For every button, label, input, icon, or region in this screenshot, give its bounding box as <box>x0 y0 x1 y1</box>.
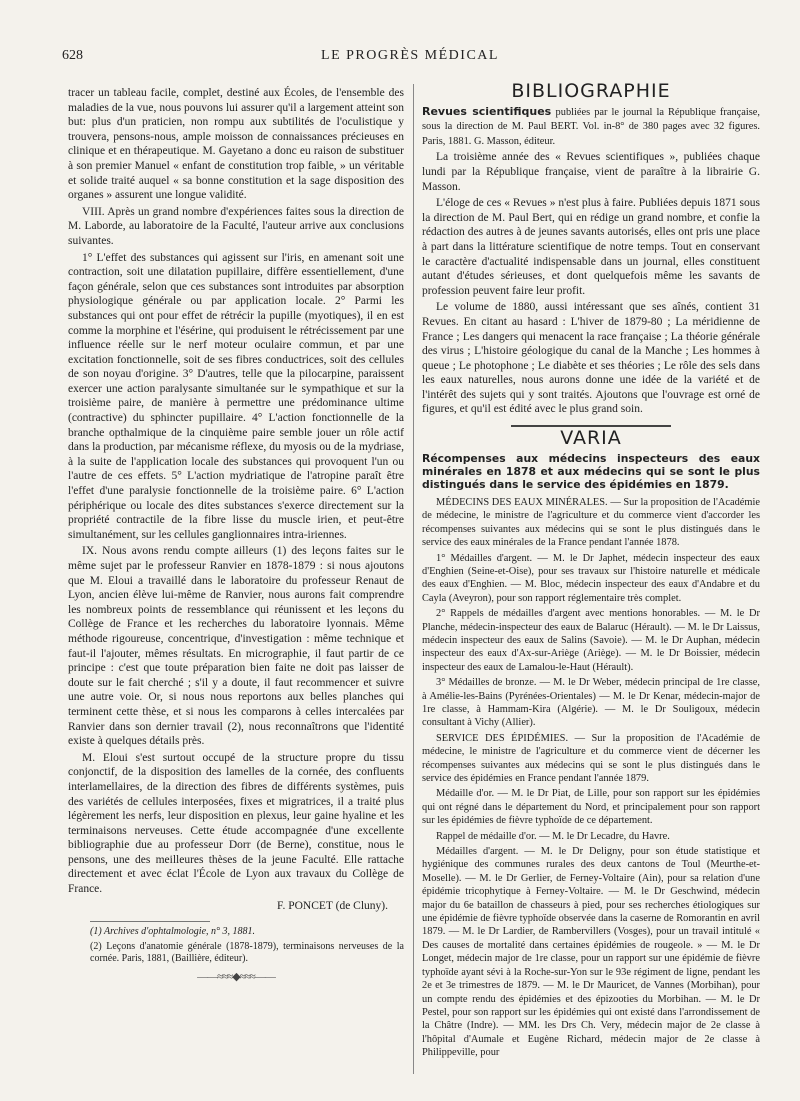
varia-heading: Récompenses aux médecins inspecteurs des eaux minérales en 1878 et aux médecins qui se sont le plus distingués dans le service des épidémies en 1879. <box>422 451 760 492</box>
left-column <box>68 86 404 984</box>
section-title-bibliographie: BIBLIOGRAPHIE <box>511 80 671 102</box>
paragraph: VIII. Après un grand nombre d'expériences faites sous la direction de M. Laborde, au laboratoire de la Faculté, l'auteur arrive aux conclusions suivantes. <box>68 205 404 247</box>
ornament-flourish: ——≈≈≈◆≈≈≈—— <box>197 970 275 983</box>
paragraph: 1° Médailles d'argent. — M. le Dr Japhet, médecin inspecteur des eaux d'Enghien (Seine-et-Oise), pour ses travaux sur l'histoire naturelle et médicale des eaux d'Enghien. — M. Bloc, médecin inspecteur des eaux d'Andabre et du Cayla (Aveyron), pour son rapport réglementaire très complet. <box>422 552 760 604</box>
paragraph: M. Eloui s'est surtout occupé de la structure propre du tissu conjonctif, de la disposition des lamelles de la cornée, des confluents interlamellaires, de la direction des fibres de différents systèmes, puis des variétés de cellules interposées, fixes et migratrices, il a traité plus légèrement les nerfs, leur disposition en plexus, leur gaine hyaline et les terminaisons nerveuses. Cette étude accompagnée d'une excellente bibliographie due au professeur Dorr (de Berne), constitue, nous le pensons, une des meilleures thèses de la jeune Faculté. Elle rattache directement et avec éclat l'École de Lyon aux travaux du Collège de France. <box>68 751 404 896</box>
paragraph: Médaille d'or. — M. le Dr Piat, de Lille, pour son rapport sur les épidémies qui ont régné dans le département du Nord, et principalement pour son rapport sur les épidémies de fièvre typhoïde de ce département. <box>422 788 760 827</box>
paragraph: Médailles d'argent. — M. le Dr Deligny, pour son étude statistique et hygiénique des communes rurales des deux cantons de Toul (Meurthe-et-Moselle). — M. le Dr Gerlier, de Ferney-Voltaire (Ain), pour sa relation d'une épidémie tricophytique à Ferney-Voltaire. — M. le Dr Geschwind, médecin major du 6e bataillon de chasseurs à pied, pour ses recherches étiologiques sur une épidémie de fièvre typhoïde observée dans la caserne de Romorantin en avril 1879. — M. le Dr Lardier, de Rambervillers (Vosges), pour un travail intitulé « Des causes de mortalité dans certaines épidémies de rougeole. » — M. le Dr Longet, médecin major de 1re classe, pour un rapport sur une épidémie de fièvre typhoïde ayant sévi à la Roche-sur-Yon sur le 93e régiment de ligne, pendant les 2e et 3e trimestres de 1879. — M. le Dr Mauricet, de Vannes (Morbihan), pour un compte rendu des épidémies et des épizooties du Morbihan. — M. le Dr Pestel, pour son rapport sur les épidémies qui ont existé dans l'arrondissement de la Châtre (Indre). — MM. les Drs Ch. Very, médecin major de 2e classe à l'hôpital d'Aumale et Eugène Richard, médecin major de 2e classe à Philippeville, pour <box>422 846 760 1059</box>
running-title: LE PROGRÈS MÉDICAL <box>321 48 499 63</box>
column-divider <box>413 84 414 1074</box>
review-heading: Revues scientifiques <box>422 104 552 118</box>
paragraph: MÉDECINS DES EAUX MINÉRALES. — Sur la proposition de l'Académie de médecine, le ministre de l'agriculture et du commerce vient d'accorder les récompenses suivantes aux médecins qui se sont le plus distingués dans le service des eaux minérales de la France pendant l'année 1878. <box>422 496 760 549</box>
page-number: 628 <box>62 48 83 63</box>
page-header <box>62 46 758 68</box>
paragraph: 2° Rappels de médailles d'argent avec mentions honorables. — M. le Dr Planche, médecin-inspecteur des eaux de Balaruc (Hérault). — M. le Dr Laissus, médecin inspecteur des eaux de Salins (Savoie). — M. le Dr Auphan, médecin inspecteur des eaux d'Ax-sur-Ariège (Ariège). — M. le Dr Boissier, médecin inspecteur des eaux de Lamalou-le-Haut (Hérault). <box>422 608 760 673</box>
paragraph: IX. Nous avons rendu compte ailleurs (1) des leçons faites sur le même sujet par le professeur Ranvier en 1878-1879 : si nous ajoutons que M. Eloui a travaillé dans le laboratoire du professeur Renaut de Lyon, ancien élève lui-même de Ranvier, nous aurons fait comprendre les nombreux points de ressemblance qui réunissent et les leçons du Collège de France et les recherches du laboratoire lyonnais. Même méthode rigoureuse, concentrique, d'investigation : même technique et faut-il l'ajouter, mêmes résultats. En micrographie, il faut partir de ce principe : c'est que toute préparation bien faite ne doit pas laisser de doute sur le fait cherché ; s'il y a doute, il faut recommencer et suivre une autre voie. Or, si nous nous reportons aux belles planches qui terminent cette thèse, et si nous les comparons à celles intercalées par Ranvier dans son dernier travail (2), nous reconnaîtrons que l'identité existe à quelques détails près. <box>68 545 404 748</box>
footnote: (1) Archives d'ophtalmologie, n° 3, 1881. <box>90 926 256 938</box>
paragraph: 3° Médailles de bronze. — M. le Dr Weber, médecin principal de 1re classe, à Amélie-les-Bains (Pyrénées-Orientales) — M. le Dr Kenar, médecin-major de 1re classe, à Hammam-Kira (Algérie). — M. le Dr Souligoux, médecin consultant à Vichy (Allier). <box>422 677 760 729</box>
section-title-varia: VARIA <box>560 427 622 450</box>
paragraph: La troisième année des « Revues scientifiques », publiées chaque lundi par la République française, vient de paraître à la librairie G. Masson. <box>422 151 760 193</box>
paragraph: 1° L'effet des substances qui agissent sur l'iris, en amenant soit une contraction, soit une dilatation pupillaire, diffère essentiellement, d'une façon générale, selon que ces substances sont introduites par absorption physiologique générale ou par application locale. 2° Parmi les substances qui ont pour effet de rétrécir la pupille (myotiques), il en est comme la morphine et l'ésérine, qui produisent le rétrécissement par une influence réelle sur le nerf moteur oculaire commun, et par une excitation fonctionnelle, soit de ses fibres conductrices, soit des cellules de son noyau d'origine. 3° D'autres, telle que la pilocarpine, paraissent exercer une action paralysante simultanée sur le sympathique et sur la troisième paire, de manière à permettre une prédominance ultime (contractive) du sphincter pupillaire. 4° L'action fonctionnelle de la branche opthalmique de la cinquième paire semble jouer un rôle actif dans la production, par mécanisme réflexe, du myosis ou de la mydriase, à la suite de l'application locale des substances qui provoquent l'un ou l'autre de ces effets. 5° L'action mydriatique de l'atropine paraît être l'effet d'une paralysie fonctionnelle de la troisième paire. 6° L'action périphérique ou locale des dites substances s'exerce directement sur la propriété contractile de la fibre lisse du muscle irien, et peut-être simultanément, sur les cellules ganglionnaires intra-iriennes. <box>68 251 404 541</box>
review-intro: publiées par le journal la République française, sous la direction de M. Paul BERT. Vol. in-8° de 380 pages avec 32 figures. Paris, 1881. G. Masson, éditeur. <box>422 106 761 147</box>
paragraph: L'éloge de ces « Revues » n'est plus à faire. Publiées depuis 1871 sous la direction de M. Paul Bert, qui en rédige un grand nombre, et confie la rédaction des autres à de jeunes savants autorisés, elles ont pris une place à part dans la littérature scientifique de notre temps. Tout en conservant le caractère d'actualité indispensable dans un journal, elles constituent autant d'études sérieuses, et dont quelquefois même les savants de profession peuvent faire leur profit. <box>422 197 760 297</box>
footnote: (2) Leçons d'anatomie générale (1878-1879), terminaisons nerveuses de la cornée. Paris, 1881, (Baillière, éditeur). <box>90 940 404 965</box>
paragraph: Rappel de médaille d'or. — M. le Dr Lecadre, du Havre. <box>436 830 670 842</box>
paragraph: tracer un tableau facile, complet, destiné aux Écoles, de l'ensemble des maladies de la vue, nous pouvons lui assurer qu'il a largement atteint son but: plus d'un praticien, non rompu aux subtilités de l'oculistique y trouvera, pensons-nous, ample moisson de connaissances précieuses en clinique et en thérapeutique. M. Gayetano a donc eu raison de substituer à son premier Manuel « enfant de constitution trop faible, » un véritable et solide traité auquel « sa bonne constitution et la sage disposition des organes » assurent une longue validité. <box>68 87 404 202</box>
right-column <box>422 80 761 1062</box>
paragraph: Le volume de 1880, aussi intéressant que ses aînés, contient 31 Revues. En citant au hasard : L'hiver de 1879-80 ; La méridienne de France ; Les dangers qui menacent la race française ; La théorie générale des virus ; L'histoire géologique du canal de la Manche ; Les hommes à queue ; Le photophone ; Le diabète et ses théories ; Le rôle des sels dans les eaux naturelles, nous aurons donne une idée de la variété et de l'intérêt des sujets qui y sont traités. Ajoutons que l'ouvrage est orné de figures, et qu'il est édité avec le plus grand soin. <box>422 301 760 416</box>
author-signature: F. PONCET (de Cluny). <box>277 899 388 912</box>
paragraph: SERVICE DES ÉPIDÉMIES. — Sur la proposition de l'Académie de médecine, le ministre de l'agriculture et du commerce vient de décerner les récompenses suivantes aux médecins qui se sont le plus distingués dans le service des épidémies en France pendant l'année 1879. <box>422 732 760 784</box>
footnote-rule <box>90 921 210 922</box>
